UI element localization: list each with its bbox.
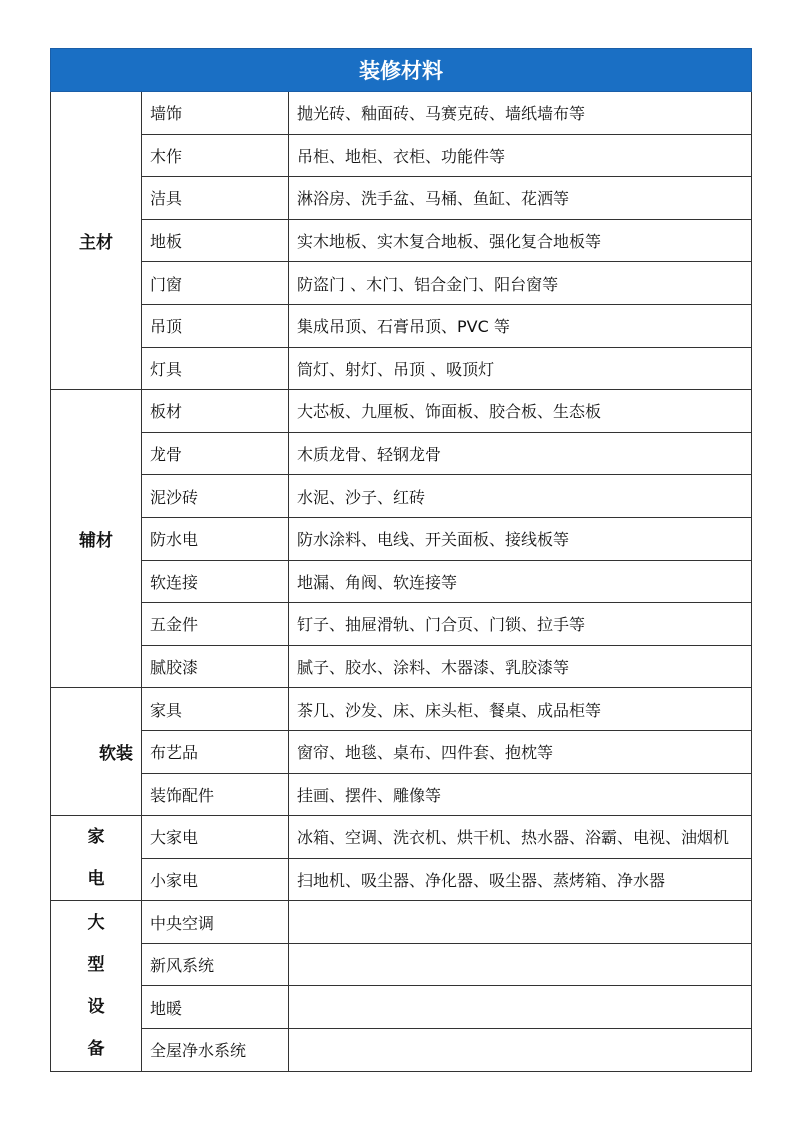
table-row <box>51 603 752 646</box>
items-cell <box>289 986 752 1029</box>
items-cell: 筒灯、射灯、吊顶 、吸顶灯 <box>289 347 752 390</box>
items-cell <box>289 901 752 944</box>
materials-table-body <box>51 49 752 1072</box>
subcategory-cell: 全屋净水系统 <box>142 1029 289 1072</box>
table-row <box>51 517 752 560</box>
table-row <box>51 347 752 390</box>
subcategory-cell: 地板 <box>142 219 289 262</box>
items-cell: 实木地板、实木复合地板、强化复合地板等 <box>289 219 752 262</box>
subcategory-cell: 泥沙砖 <box>142 475 289 518</box>
items-cell: 窗帘、地毯、桌布、四件套、抱枕等 <box>289 730 752 773</box>
items-cell: 冰箱、空调、洗衣机、烘干机、热水器、浴霸、电视、油烟机 <box>289 816 752 859</box>
table-row <box>51 773 752 816</box>
subcategory-cell: 防水电 <box>142 517 289 560</box>
table-row <box>51 816 752 859</box>
table-row <box>51 304 752 347</box>
table-row <box>51 858 752 901</box>
table-row <box>51 688 752 731</box>
subcategory-cell: 板材 <box>142 390 289 433</box>
table-row <box>51 92 752 135</box>
table-row <box>51 943 752 986</box>
items-cell: 水泥、沙子、红砖 <box>289 475 752 518</box>
table-row <box>51 219 752 262</box>
items-cell: 吊柜、地柜、衣柜、功能件等 <box>289 134 752 177</box>
subcategory-cell: 新风系统 <box>142 943 289 986</box>
items-cell: 防水涂料、电线、开关面板、接线板等 <box>289 517 752 560</box>
table-title: 装修材料 <box>51 49 752 92</box>
table-row <box>51 177 752 220</box>
table-row <box>51 475 752 518</box>
subcategory-cell: 吊顶 <box>142 304 289 347</box>
subcategory-cell: 灯具 <box>142 347 289 390</box>
items-cell: 地漏、角阀、软连接等 <box>289 560 752 603</box>
table-row <box>51 1029 752 1072</box>
items-cell: 挂画、摆件、雕像等 <box>289 773 752 816</box>
table-row <box>51 986 752 1029</box>
items-cell <box>289 943 752 986</box>
table-row <box>51 730 752 773</box>
items-cell: 腻子、胶水、涂料、木器漆、乳胶漆等 <box>289 645 752 688</box>
subcategory-cell: 墙饰 <box>142 92 289 135</box>
items-cell: 钉子、抽屉滑轨、门合页、门锁、拉手等 <box>289 603 752 646</box>
title-row <box>51 49 752 92</box>
table-row <box>51 390 752 433</box>
category-label: 辅材 <box>79 531 113 552</box>
subcategory-cell: 洁具 <box>142 177 289 220</box>
items-cell: 防盗门 、木门、铝合金门、阳台窗等 <box>289 262 752 305</box>
category-cell <box>51 688 142 816</box>
category-cell <box>51 901 142 1071</box>
subcategory-cell: 布艺品 <box>142 730 289 773</box>
materials-sheet <box>50 48 751 1072</box>
subcategory-cell: 腻胶漆 <box>142 645 289 688</box>
subcategory-cell: 软连接 <box>142 560 289 603</box>
category-cell <box>51 92 142 390</box>
items-cell: 抛光砖、釉面砖、马赛克砖、墙纸墙布等 <box>289 92 752 135</box>
subcategory-cell: 木作 <box>142 134 289 177</box>
subcategory-cell: 大家电 <box>142 816 289 859</box>
table-row <box>51 901 752 944</box>
category-label: 家 电 <box>87 827 105 890</box>
category-label: 大 型 设 备 <box>87 912 105 1059</box>
items-cell: 茶几、沙发、床、床头柜、餐桌、成品柜等 <box>289 688 752 731</box>
items-cell <box>289 1029 752 1072</box>
table-row <box>51 560 752 603</box>
subcategory-cell: 小家电 <box>142 858 289 901</box>
subcategory-cell: 门窗 <box>142 262 289 305</box>
subcategory-cell: 装饰配件 <box>142 773 289 816</box>
table-row <box>51 645 752 688</box>
materials-table <box>50 48 752 1072</box>
category-label: 软装 <box>99 744 133 765</box>
items-cell: 大芯板、九厘板、饰面板、胶合板、生态板 <box>289 390 752 433</box>
subcategory-cell: 家具 <box>142 688 289 731</box>
subcategory-cell: 龙骨 <box>142 432 289 475</box>
subcategory-cell: 地暖 <box>142 986 289 1029</box>
category-cell <box>51 816 142 901</box>
category-label: 主材 <box>79 233 113 254</box>
category-cell <box>51 390 142 688</box>
items-cell: 集成吊顶、石膏吊顶、PVC 等 <box>289 304 752 347</box>
items-cell: 木质龙骨、轻钢龙骨 <box>289 432 752 475</box>
subcategory-cell: 五金件 <box>142 603 289 646</box>
items-cell: 淋浴房、洗手盆、马桶、鱼缸、花洒等 <box>289 177 752 220</box>
table-row <box>51 134 752 177</box>
table-row <box>51 432 752 475</box>
subcategory-cell: 中央空调 <box>142 901 289 944</box>
table-row <box>51 262 752 305</box>
items-cell: 扫地机、吸尘器、净化器、吸尘器、蒸烤箱、净水器 <box>289 858 752 901</box>
